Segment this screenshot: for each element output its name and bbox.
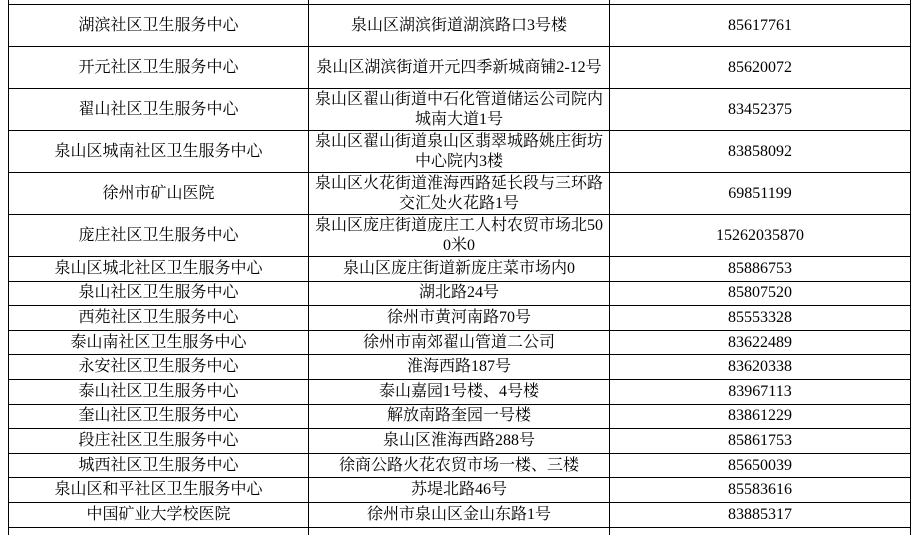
phone-cell: 83622489	[610, 330, 911, 355]
address-cell: 泉山区庞庄街道新庞庄菜市场内0	[309, 257, 610, 282]
phone-cell: 83858092	[610, 131, 911, 173]
table-row	[9, 5, 911, 47]
facility-name-cell: 泰山社区卫生服务中心	[9, 379, 309, 404]
phone-cell: 83620338	[610, 355, 911, 380]
phone-cell: 15262035870	[610, 215, 911, 257]
phone-cell: 83885317	[610, 502, 911, 527]
address-cell: 徐州市南郊翟山管道二公司	[309, 330, 610, 355]
address-cell: 泉山区淮海西路288号	[309, 429, 610, 454]
facility-name-cell: 中国矿业大学校医院	[9, 502, 309, 527]
phone-cell: 85807520	[610, 281, 911, 306]
facility-name-cell: 西苑社区卫生服务中心	[9, 306, 309, 331]
facility-name-cell: 奎山社区卫生服务中心	[9, 404, 309, 429]
facility-name-cell: 泉山区城北社区卫生服务中心	[9, 257, 309, 282]
phone-cell	[610, 527, 911, 535]
table-row	[9, 173, 911, 215]
address-cell: 泉山区翟山街道泉山区翡翠城路姚庄街坊中心院内3楼	[309, 131, 610, 173]
table-row	[9, 330, 911, 355]
phone-cell: 85886753	[610, 257, 911, 282]
facility-name-cell: 庞庄社区卫生服务中心	[9, 215, 309, 257]
address-cell: 徐商公路火花农贸市场一楼、三楼	[309, 453, 610, 478]
phone-cell: 85861753	[610, 429, 911, 454]
facility-name-cell: 开元社区卫生服务中心	[9, 47, 309, 89]
facility-name-cell: 泉山社区卫生服务中心	[9, 281, 309, 306]
facility-name-cell: 城西社区卫生服务中心	[9, 453, 309, 478]
table-row	[9, 89, 911, 131]
table-row	[9, 281, 911, 306]
address-cell: 泰山嘉园1号楼、4号楼	[309, 379, 610, 404]
table-row	[9, 355, 911, 380]
address-cell: 泉山区翟山街道中石化管道储运公司院内城南大道1号	[309, 89, 610, 131]
address-cell: 泉山区庞庄街道庞庄工人村农贸市场北500米0	[309, 215, 610, 257]
facility-name-cell: 泉山区和平社区卫生服务中心	[9, 478, 309, 503]
table-row	[9, 478, 911, 503]
phone-cell: 83967113	[610, 379, 911, 404]
facility-name-cell: 泉山区城南社区卫生服务中心	[9, 131, 309, 173]
table-row	[9, 131, 911, 173]
address-cell: 湖北路24号	[309, 281, 610, 306]
table-row	[9, 453, 911, 478]
phone-cell: 83861229	[610, 404, 911, 429]
facility-name-cell: 徐州市矿山医院	[9, 173, 309, 215]
address-cell: 泉山区火花街道淮海西路延长段与三环路交汇处火花路1号	[309, 173, 610, 215]
address-cell: 泉山区湖滨街道开元四季新城商铺2-12号	[309, 47, 610, 89]
facility-name-cell: 翟山社区卫生服务中心	[9, 89, 309, 131]
address-cell: 徐州市黄河南路70号	[309, 306, 610, 331]
phone-cell: 85620072	[610, 47, 911, 89]
facility-name-cell: 湖滨社区卫生服务中心	[9, 5, 309, 47]
table-row	[9, 257, 911, 282]
address-cell: 苏堤北路46号	[309, 478, 610, 503]
table-row	[9, 404, 911, 429]
table-row	[9, 306, 911, 331]
phone-cell: 85650039	[610, 453, 911, 478]
phone-cell: 83452375	[610, 89, 911, 131]
facility-name-cell	[9, 527, 309, 535]
phone-cell: 85583616	[610, 478, 911, 503]
health-centers-table	[8, 0, 911, 535]
phone-cell: 69851199	[610, 173, 911, 215]
address-cell: 徐州市泉山区金山东路1号	[309, 502, 610, 527]
facility-name-cell: 永安社区卫生服务中心	[9, 355, 309, 380]
phone-cell: 85553328	[610, 306, 911, 331]
table-row	[9, 215, 911, 257]
address-cell: 泉山区湖滨街道湖滨路口3号楼	[309, 5, 610, 47]
address-cell	[309, 527, 610, 535]
phone-cell: 85617761	[610, 5, 911, 47]
address-cell: 淮海西路187号	[309, 355, 610, 380]
facility-name-cell: 段庄社区卫生服务中心	[9, 429, 309, 454]
table-row	[9, 502, 911, 527]
facility-name-cell: 泰山南社区卫生服务中心	[9, 330, 309, 355]
address-cell: 解放南路奎园一号楼	[309, 404, 610, 429]
table-row	[9, 379, 911, 404]
table-row	[9, 429, 911, 454]
cropped-row-bottom	[9, 527, 911, 535]
table-row	[9, 47, 911, 89]
